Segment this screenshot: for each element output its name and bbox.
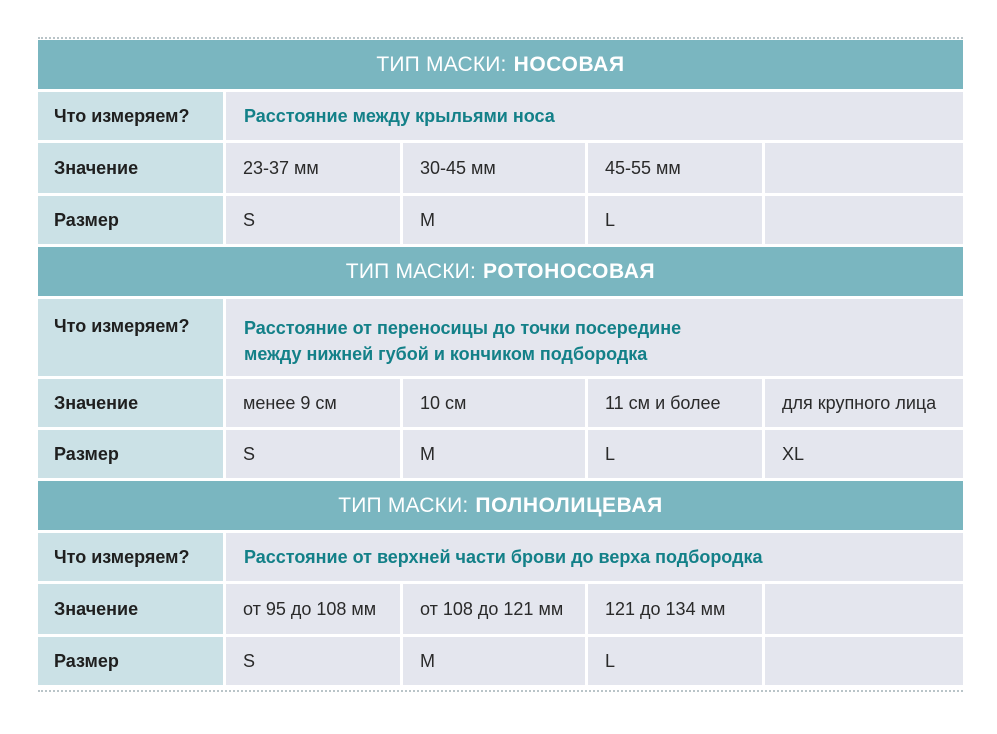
value-cell bbox=[765, 584, 963, 634]
size-row bbox=[38, 430, 963, 478]
value-cell: менее 9 см bbox=[226, 379, 400, 427]
top-dotted-divider bbox=[38, 37, 963, 39]
section-prefix: ТИП МАСКИ: bbox=[338, 493, 469, 517]
value-label: Значение bbox=[38, 143, 223, 193]
mask-size-table bbox=[38, 40, 963, 685]
section-header-nasal bbox=[38, 40, 963, 89]
size-row bbox=[38, 637, 963, 685]
value-cell bbox=[765, 143, 963, 193]
value-label: Значение bbox=[38, 379, 223, 427]
size-cell bbox=[765, 196, 963, 244]
measure-text-line: между нижней губой и кончиком подбородка bbox=[244, 344, 648, 364]
section-header-oronasal bbox=[38, 247, 963, 296]
size-cell: M bbox=[403, 196, 585, 244]
value-cell: 23-37 мм bbox=[226, 143, 400, 193]
size-cell: XL bbox=[765, 430, 963, 478]
value-cell: 45-55 мм bbox=[588, 143, 762, 193]
size-cell: S bbox=[226, 637, 400, 685]
size-cell: S bbox=[226, 430, 400, 478]
measure-label: Что измеряем? bbox=[38, 533, 223, 581]
size-label: Размер bbox=[38, 637, 223, 685]
value-cell: от 95 до 108 мм bbox=[226, 584, 400, 634]
section-type: НОСОВАЯ bbox=[513, 52, 625, 76]
measure-row bbox=[38, 533, 963, 581]
bottom-dotted-divider bbox=[38, 690, 963, 692]
section-type: ПОЛНОЛИЦЕВАЯ bbox=[475, 493, 663, 517]
value-row bbox=[38, 584, 963, 634]
measure-row bbox=[38, 92, 963, 140]
size-cell: M bbox=[403, 637, 585, 685]
size-label: Размер bbox=[38, 196, 223, 244]
value-cell: 121 до 134 мм bbox=[588, 584, 762, 634]
measure-text-line: Расстояние от переносицы до точки посередине bbox=[244, 318, 682, 338]
size-cell: L bbox=[588, 196, 762, 244]
value-row bbox=[38, 143, 963, 193]
value-cell: 10 см bbox=[403, 379, 585, 427]
size-cell: L bbox=[588, 430, 762, 478]
value-cell: 30-45 мм bbox=[403, 143, 585, 193]
section-prefix: ТИП МАСКИ: bbox=[376, 52, 507, 76]
measure-row bbox=[38, 299, 963, 376]
section-header-fullface bbox=[38, 481, 963, 530]
size-cell: L bbox=[588, 637, 762, 685]
size-row bbox=[38, 196, 963, 244]
value-cell: для крупного лица bbox=[765, 379, 963, 427]
measure-text: Расстояние от верхней части брови до верха подбородка bbox=[226, 533, 963, 581]
size-label: Размер bbox=[38, 430, 223, 478]
size-cell: S bbox=[226, 196, 400, 244]
measure-label: Что измеряем? bbox=[38, 299, 223, 376]
measure-text: Расстояние между крыльями носа bbox=[226, 92, 963, 140]
value-label: Значение bbox=[38, 584, 223, 634]
size-cell bbox=[765, 637, 963, 685]
measure-label: Что измеряем? bbox=[38, 92, 223, 140]
section-prefix: ТИП МАСКИ: bbox=[345, 259, 477, 283]
size-cell: M bbox=[403, 430, 585, 478]
value-cell: 11 см и более bbox=[588, 379, 762, 427]
value-row bbox=[38, 379, 963, 427]
value-cell: от 108 до 121 мм bbox=[403, 584, 585, 634]
measure-text bbox=[226, 299, 963, 376]
section-type: РОТОНОСОВАЯ bbox=[483, 259, 656, 283]
